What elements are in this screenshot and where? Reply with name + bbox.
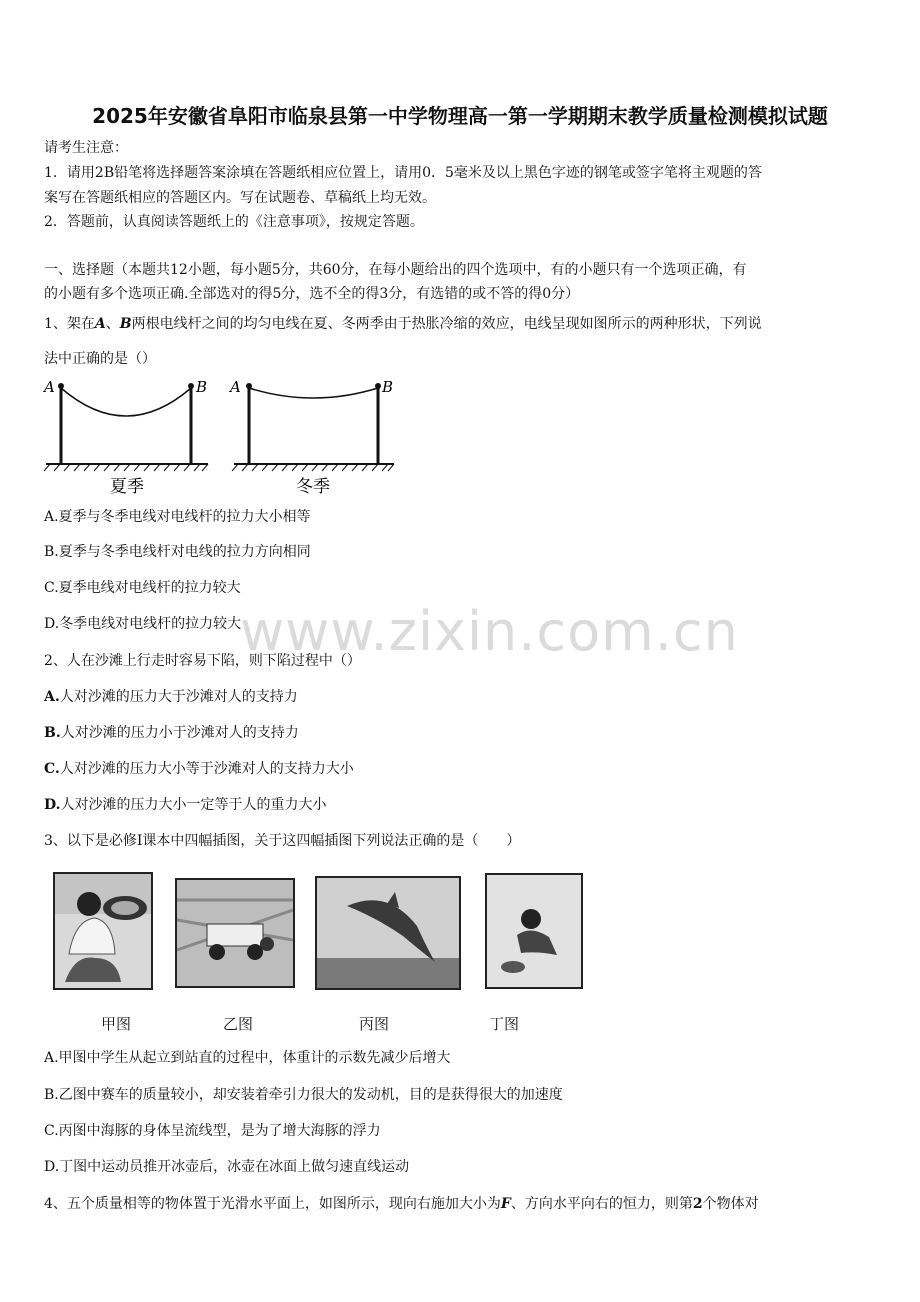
notice-item-1: 1．请用2B铅笔将选择题答案涂填在答题纸相应位置上，请用0．5毫米及以上黑色字迹的钢笔或签字笔将主观题的答 (44, 165, 762, 181)
page-title: 2025年安徽省阜阳市临泉县第一中学物理高一第一学期期末教学质量检测模拟试题 (92, 104, 828, 128)
caption-ding: 丁图 (488, 1015, 519, 1033)
caption-jia: 甲图 (100, 1015, 131, 1033)
q3-option-d: D.丁图中运动员推开冰壶后，冰壶在冰面上做匀速直线运动 (44, 1159, 410, 1175)
photo-bing (315, 876, 461, 990)
q2-option-a: A.人对沙滩的压力大于沙滩对人的支持力 (44, 689, 298, 705)
notice-heading: 请考生注意： (44, 140, 128, 156)
summer-diagram (44, 386, 208, 471)
power-line-figure (40, 372, 420, 497)
q2-option-d: D.人对沙滩的压力大小一定等于人的重力大小 (44, 797, 327, 813)
q3-option-b: B.乙图中赛车的质量较小，却安装着牵引力很大的发动机，目的是获得很大的加速度 (44, 1087, 563, 1103)
q2-option-c: C.人对沙滩的压力大小等于沙滩对人的支持力大小 (44, 761, 354, 777)
q3-option-c: C.丙图中海豚的身体呈流线型，是为了增大海豚的浮力 (44, 1123, 381, 1139)
label-b-summer: B (196, 378, 208, 396)
q1-option-b: B.夏季与冬季电线杆对电线的拉力方向相同 (44, 544, 311, 560)
q1-stem-cont: 法中正确的是（） (44, 351, 156, 367)
q2-stem: 2、人在沙滩上行走时容易下陷，则下陷过程中（） (44, 653, 361, 669)
summer-caption: 夏季 (110, 477, 144, 497)
label-a-summer: A (44, 378, 55, 396)
q1-option-d: D.冬季电线对电线杆的拉力较大 (44, 616, 242, 632)
q1-option-a: A.夏季与冬季电线对电线杆的拉力大小相等 (44, 509, 311, 525)
photo-jia (53, 872, 153, 990)
winter-caption: 冬季 (296, 477, 330, 497)
q3-option-a: A.甲图中学生从起立到站直的过程中，体重计的示数先减少后增大 (44, 1050, 451, 1066)
q1-stem: 1、架在A、B两根电线杆之间的均匀电线在夏、冬两季由于热胀冷缩的效应，电线呈现如图所示的两种形状，下列说 (44, 316, 762, 332)
caption-bing: 丙图 (358, 1015, 389, 1033)
section-heading: 一、选择题（本题共12小题，每小题5分，共60分，在每小题给出的四个选项中，有的小题只有一个选项正确，有 (44, 262, 747, 278)
photo-yi (175, 878, 295, 988)
section-heading-cont: 的小题有多个选项正确.全部选对的得5分，选不全的得3分，有选错的或不答的得0分） (44, 286, 580, 302)
photo-ding (485, 873, 583, 989)
notice-item-1-cont: 案写在答题纸相应的答题区内。写在试题卷、草稿纸上均无效。 (44, 190, 436, 206)
caption-yi: 乙图 (222, 1015, 253, 1033)
q2-option-b: B.人对沙滩的压力小于沙滩对人的支持力 (44, 725, 299, 741)
q1-option-c: C.夏季电线对电线杆的拉力较大 (44, 580, 241, 596)
watermark: www.zixin.com.cn (240, 600, 739, 663)
notice-item-2: 2．答题前，认真阅读答题纸上的《注意事项》，按规定答题。 (44, 214, 424, 230)
q3-stem: 3、以下是必修Ⅰ课本中四幅插图，关于这四幅插图下列说法正确的是（ ） (44, 833, 521, 849)
label-b-winter: B (382, 378, 394, 396)
q4-stem: 4、五个质量相等的物体置于光滑水平面上，如图所示，现向右施加大小为F、方向水平向右的恒力，则第2个物体对 (44, 1196, 759, 1212)
label-a-winter: A (230, 378, 241, 396)
winter-diagram (232, 386, 394, 471)
